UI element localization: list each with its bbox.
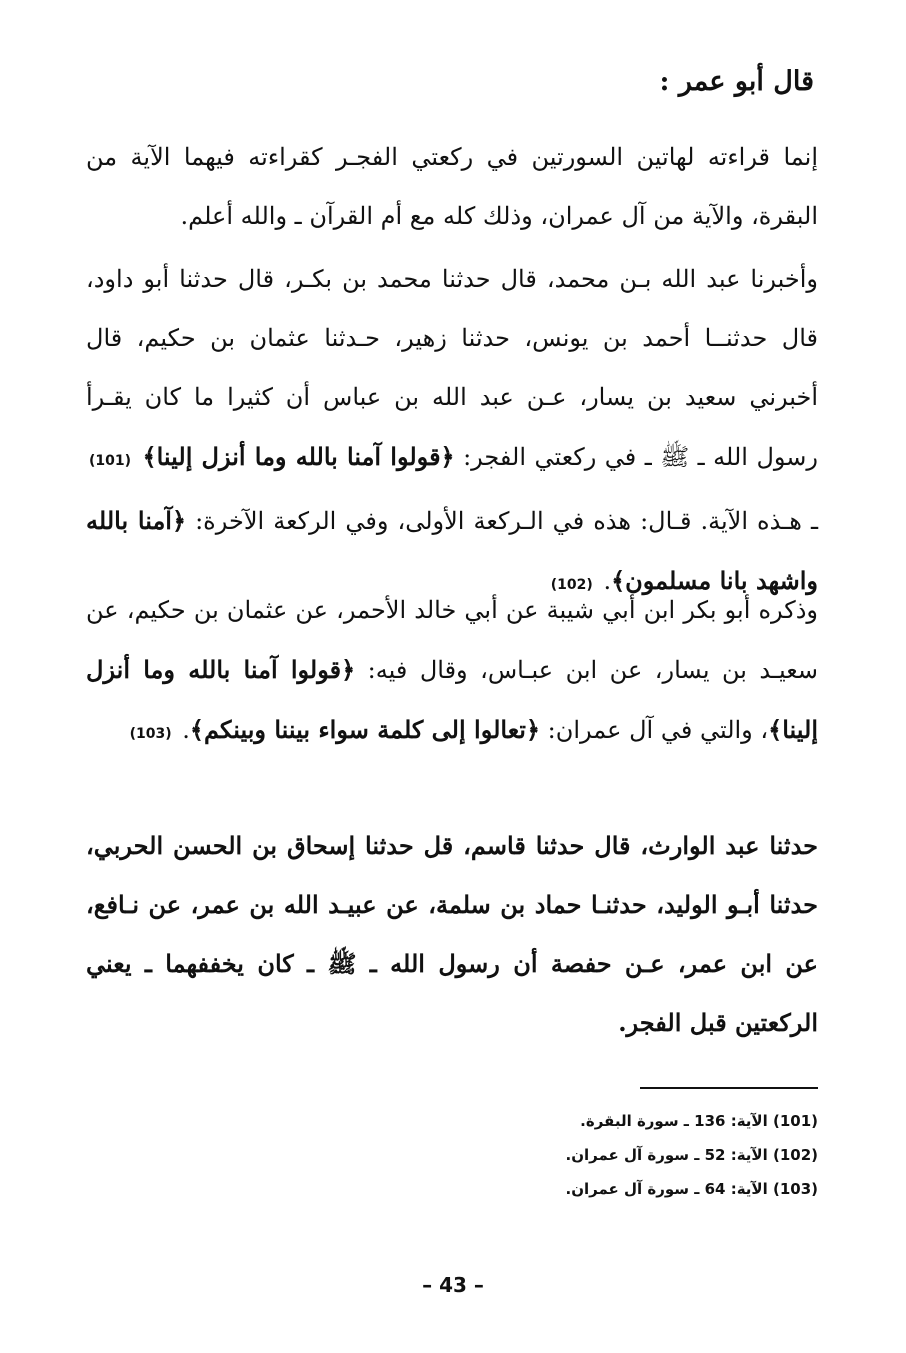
paragraph-4-text: حدثنا عبد الوارث، قال حدثنا قاسم، قل حدثنا إسحاق بن الحسن الحربي، حدثنا أبـو الوليد، حدثنـا حماد بن سلمة، عن عبيـد الله بن عمر، عن نـافع، عن ابن عمر، عـن حفصة أن رسول الله ـ ﷺ ـ كان يخففهما ـ يعني الركعتين قبل الفجر. <box>86 831 818 1037</box>
quran-quote-1: ﴿قولوا آمنا بالله وما أنزل إلينا﴾ <box>142 442 455 471</box>
paragraph-2-text-b: ـ هـذه الآية. قـال: هذه في الـركعة الأولى، وفي الركعة الآخرة: <box>195 507 818 535</box>
footnote-ref-101: (101) <box>89 453 132 469</box>
paragraph-3-text-b: ، والتي في آل عمران: <box>547 716 769 744</box>
footnote-ref-103: (103) <box>129 726 172 742</box>
paragraph-2 <box>86 250 818 615</box>
footnotes-list <box>418 1104 818 1206</box>
footnote-item: (101) الآية: 136 ـ سورة البقرة. <box>580 1112 818 1130</box>
paragraph-3-text-a: وذكره أبو بكر ابن أبي شيبة عن أبي خالد الأحمر، عن عثمان بن حكيم، عن سعيـد بن يسار، عن ابن عبـاس، وقال فيه: <box>86 596 818 684</box>
quran-quote-2: ﴿آمنا بالله واشهد بانا مسلمون﴾ <box>86 506 818 595</box>
quran-quote-3: ﴿قولوا آمنا بالله وما أنزل إلينا﴾ <box>86 655 818 744</box>
section-heading: قال أبو عمر : <box>659 66 814 97</box>
paragraph-3 <box>86 581 818 764</box>
footnote-item: (103) الآية: 64 ـ سورة آل عمران. <box>565 1180 818 1198</box>
page-number: – 43 – <box>422 1273 484 1297</box>
footnote-item: (102) الآية: 52 ـ سورة آل عمران. <box>565 1146 818 1164</box>
paragraph-2-text-a: وأخبرنا عبد الله بـن محمد، قال حدثنا محمد بن بكـر، قال حدثنا أبو داود، قال حدثنــا أحمد بن يونس، حدثنا زهير، حـدثنا عثمان بن حكيم، قال أخبرني سعيد بن يسار، عـن عبد الله بن عباس أن كثيرا ما كان يقـرأ رسول الله ـ ﷺ ـ في ركعتي الفجر: <box>86 265 818 471</box>
paragraph-1-text: إنما قراءته لهاتين السورتين في ركعتي الفجـر كقراءته فيهما الآية من البقرة، والآية من آل عمران، وذلك كله مع أم القرآن ـ والله أعلم. <box>86 143 818 230</box>
paragraph-3-text-c: . <box>182 716 190 744</box>
footnote-ref-102: (102) <box>550 577 593 593</box>
paragraph-1 <box>86 128 818 246</box>
footnote-divider <box>640 1087 818 1089</box>
paragraph-4 <box>86 816 818 1052</box>
quran-quote-4: ﴿تعالوا إلى كلمة سواء بيننا وبينكم﴾ <box>189 715 541 744</box>
paragraph-2-text-c: . <box>603 567 612 595</box>
